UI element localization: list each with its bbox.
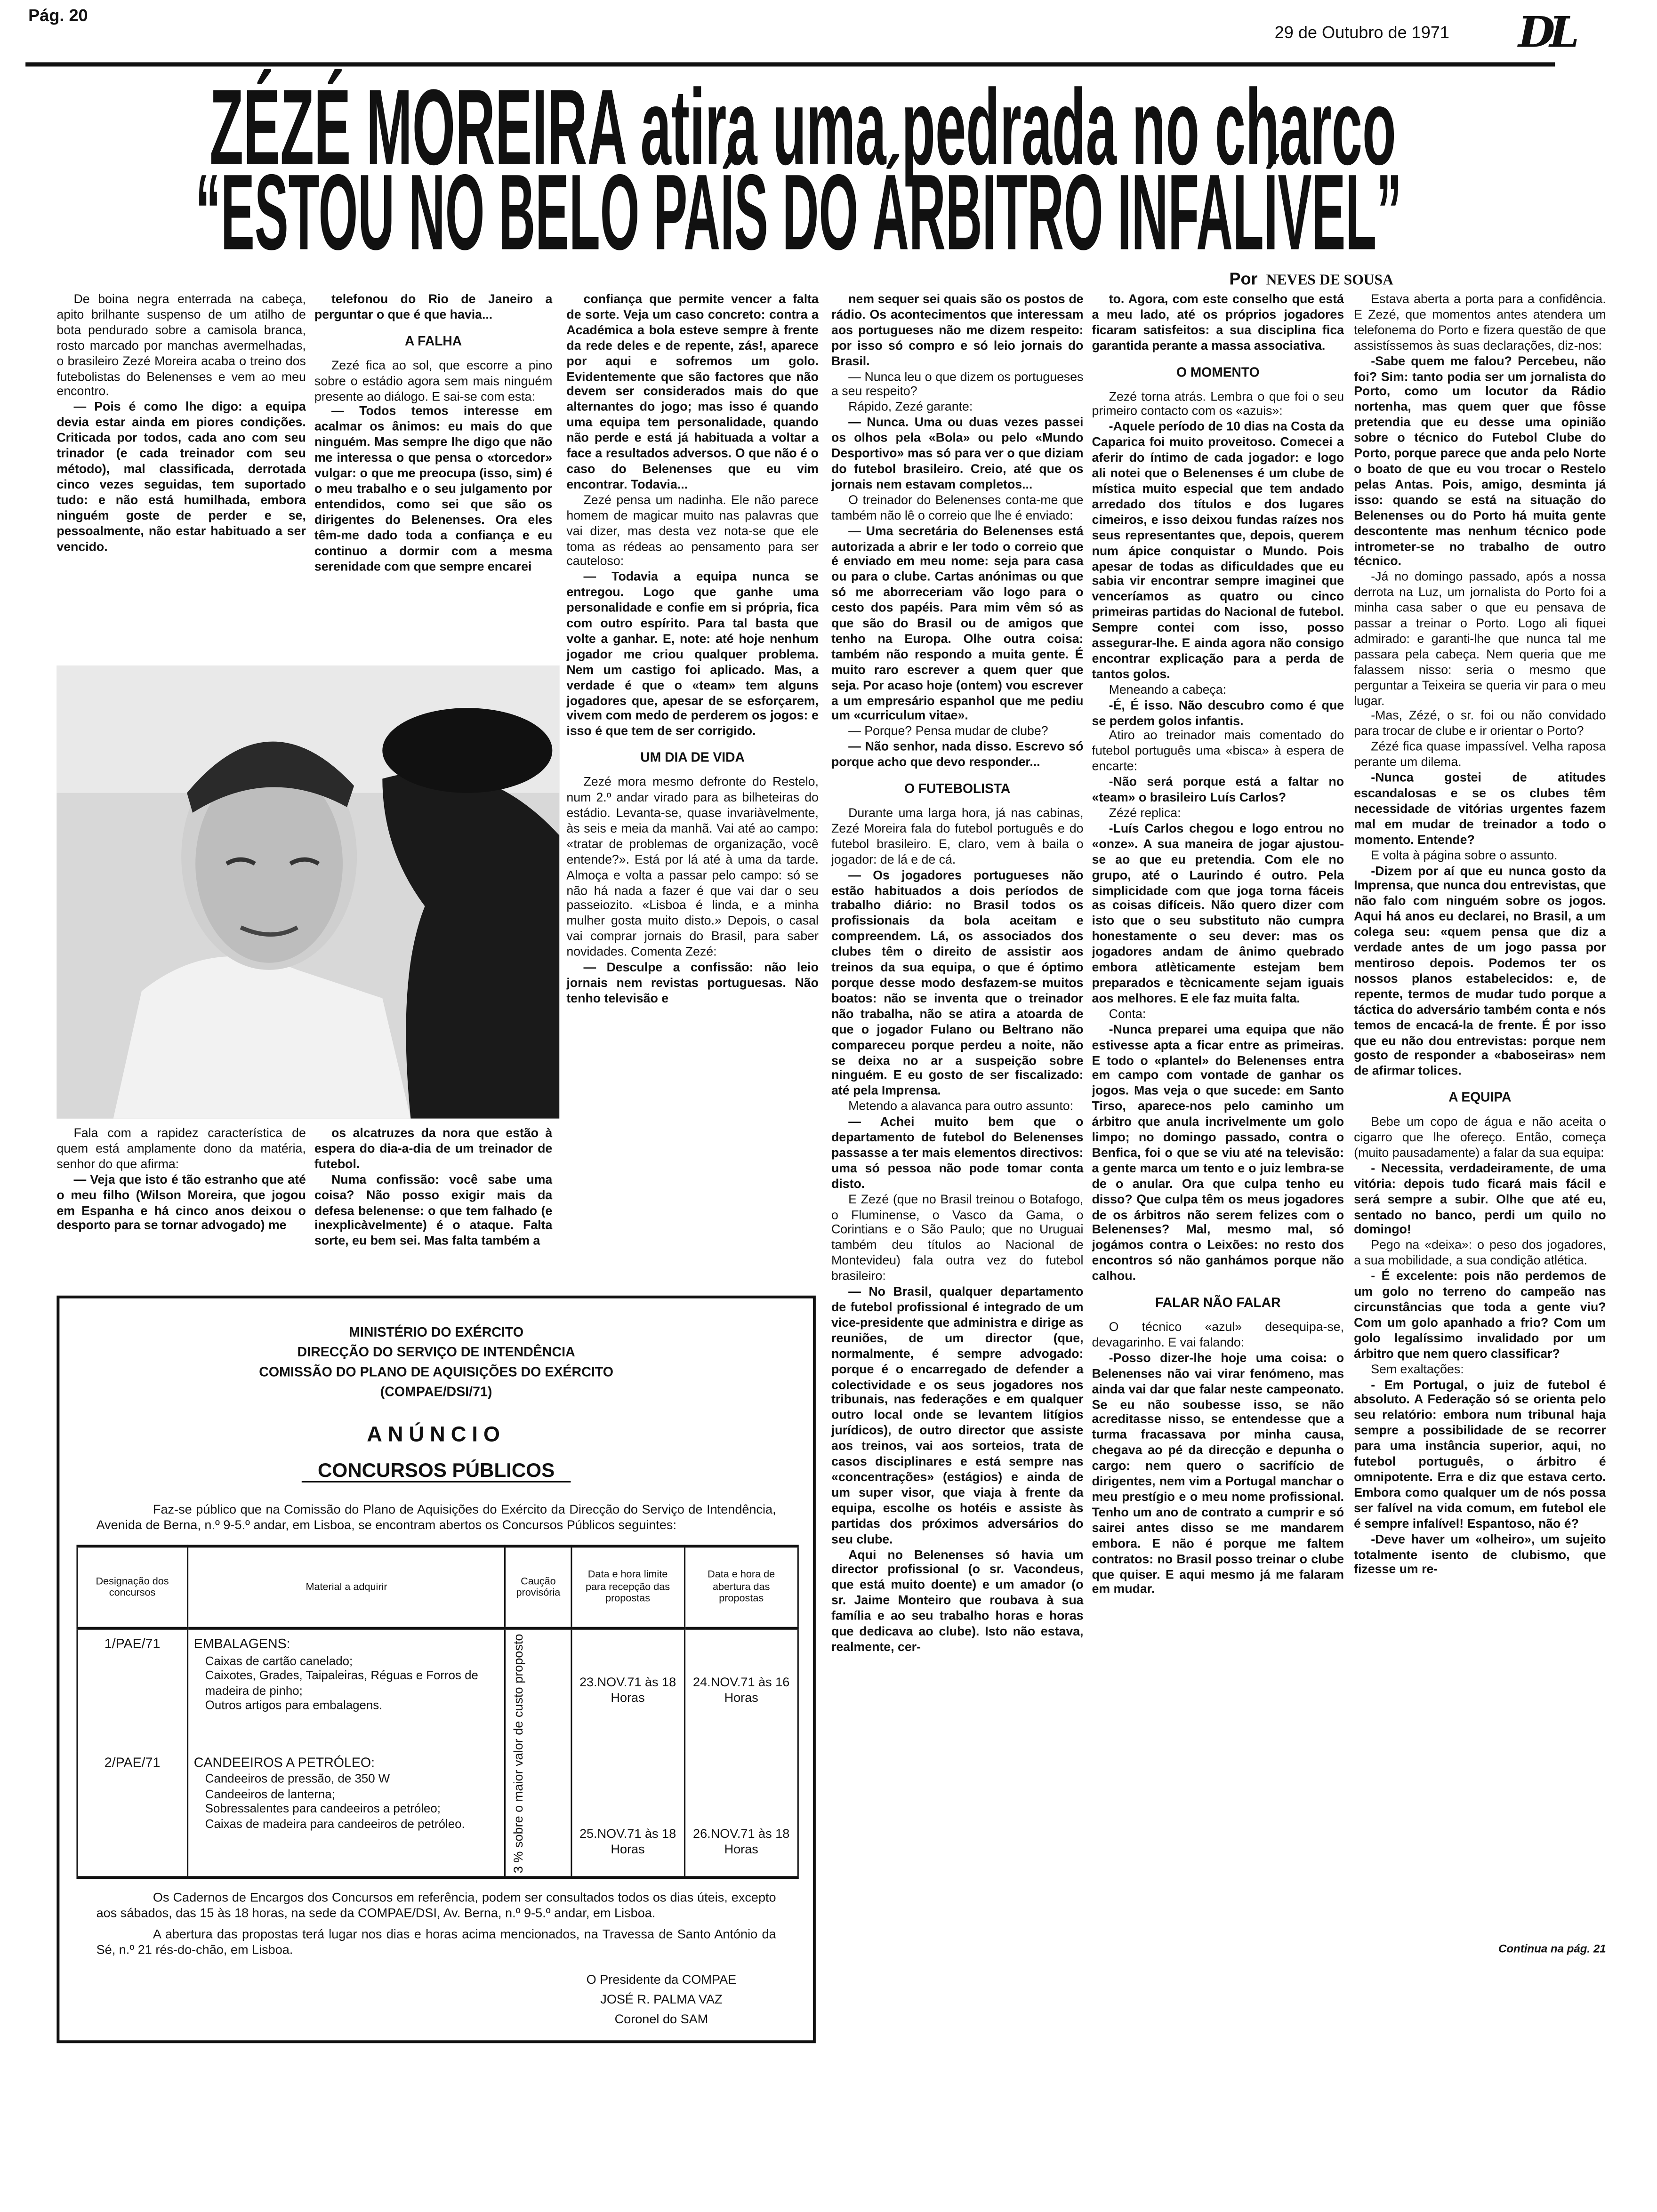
headline-line-2: “ESTOU NO BELO PAÍS DO ÁRBITRO INFALÍVEL” bbox=[195, 152, 1402, 273]
ad-subtitle: CONCURSOS PÚBLICOS bbox=[302, 1459, 571, 1483]
article-paragraph: Zézé fica quase impassível. Velha raposa perante um dilema. bbox=[1354, 739, 1606, 769]
article-paragraph: -Aquele período de 10 dias na Costa da Caparica foi muito proveitoso. Comecei a aferir do íntimo de cada jogador: e logo ali notei que o Belenenses é um clube de mística muito especial que tem andado arredado dos títulos e dos lugares cimeiros, e isso deixou fundas raízes nos seus representantes que, depois, querem num ápice conquistar o Mundo. Pois apesar de todas as dificuldades que eu sabia vir encontrar sempre imaginei que venceríamos as quatro ou cinco primeiras partidas do Nacional de futebol. Sempre contei com isso, posso assegurar-lhe. E ainda agora não consigo encontrar explicação para a perda de tantos golos. bbox=[1092, 419, 1344, 681]
tender-id: 2/PAE/71 bbox=[77, 1751, 187, 1877]
ad-title: ANÚNCIO bbox=[367, 1423, 506, 1447]
article-column-5 bbox=[1092, 292, 1344, 1968]
public-tender-advertisement bbox=[56, 1296, 816, 2043]
headline-line-1: ZÉZÉ MOREIRA atira uma pedrada no charco bbox=[209, 68, 1396, 189]
article-paragraph: — Porque? Pensa mudar de clube? bbox=[848, 724, 1048, 738]
article-column-3 bbox=[566, 292, 819, 1283]
tender-limit: 23.NOV.71 às 18 Horas bbox=[571, 1628, 684, 1751]
article-paragraph: confiança que permite vencer a falta de sorte. Veja um caso concreto: contra a Académica a bola esteve sempre à frente da rede deles e de repente, zás!, aparece por aqui e sofremos um golo. Evidentemente que são factores que não devem ser considerados mais do que alternantes do jogo; mas isso é quando uma equipa tem personalidade, quando não perde e está já habituada a voltar a face a resultados adversos. O que não é o caso do Belenenses que eu vim encontrar. Todavia... bbox=[566, 291, 819, 491]
article-column-2 bbox=[314, 292, 552, 663]
article-paragraph: Aqui no Belenenses só havia um director profissional (o sr. Vacondeus, que está muito doente) e um amador (o sr. Jaime Monteiro que roubava à sua família e ao seu trabalho horas e horas que dedicava ao clube). Isto não estava, realmente, cer- bbox=[831, 1547, 1084, 1654]
article-paragraph: - Necessita, verdadeiramente, de uma vitória: depois tudo ficará mais fácil e será sempre a subir. Olhe que até eu, sentado no banco, perdi um quilo no domingo! bbox=[1354, 1161, 1606, 1237]
article-paragraph: O treinador do Belenenses conta-me que também não lê o correio que lhe é enviado: bbox=[831, 492, 1084, 522]
page-number: Pág. 20 bbox=[28, 6, 88, 26]
article-paragraph: Estava aberta a porta para a confidência. E Zezé, que momentos antes atendera um telefonema do Porto e fizera questão de que assistíssemos às suas declarações, diz-nos: bbox=[1354, 291, 1606, 353]
tender-item: Candeeiros de pressão, de 350 W bbox=[205, 1771, 390, 1786]
article-paragraph: nem sequer sei quais são os postos de rádio. Os acontecimentos que interessam aos portugueses não me dizem respeito: por isso só compro e só leio jornais do Brasil. bbox=[831, 291, 1084, 368]
ad-intro: Faz-se público que na Comissão do Plano de Aquisições do Exército da Direcção do Serviço de Intendência, Avenida de Berna, n.º 9-5.º andar, em Lisboa, se encontram abertos os Concursos Públicos seguintes: bbox=[96, 1502, 776, 1532]
article-paragraph: -É, É isso. Não descubro como é que se perdem golos infantis. bbox=[1092, 697, 1344, 728]
article-paragraph: -Dizem por aí que eu nunca gosto da Imprensa, que nunca dou entrevistas, que não falo com ninguém sobre os jogos. Aqui há anos eu declarei, no Brasil, a um colega seu: «quem pensa que diz a verdade antes de um jogo passa por mentiroso depois. Podemos ter os nossos planos estabelecidos: e, de repente, termos de mudar tudo porque a táctica do adversário também conta e nós temos de encacá-la de frente. É por isso que eu não dou entrevistas: porque nem gosto de responder a «baboseiras» nem de afirmar tolices. bbox=[1354, 863, 1606, 1078]
table-row bbox=[77, 1628, 798, 1751]
article-paragraph: -Não será porque está a faltar no «team» o brasileiro Luís Carlos? bbox=[1092, 775, 1344, 805]
byline bbox=[1229, 269, 1393, 289]
article-paragraph: Metendo a alavanca para outro assunto: bbox=[848, 1099, 1074, 1114]
article-paragraph: to. Agora, com este conselho que está a meu lado, até os próprios jogadores ficaram satisfeitos: a sua disciplina fica garantida perante a massa associativa. bbox=[1092, 291, 1344, 353]
tender-opening: 26.NOV.71 às 18 Horas bbox=[684, 1751, 798, 1877]
tender-category: EMBALAGENS: bbox=[193, 1636, 290, 1652]
article-paragraph: Conta: bbox=[1109, 1006, 1146, 1021]
article-paragraph: -Posso dizer-lhe hoje uma coisa: o Belenenses não vai virar fenómeno, mas ainda vai dar que falar neste campeonato. Se eu não soubesse isso, se não acreditasse nisso, se entendesse que a turma fracassava por minha causa, chegava ao pé da direcção e depunha o cargo: nem quero o sacrifício de dirigentes, nem vim a Portugal manchar o meu prestígio e o meu nome profissional. Tenho um ano de contrato a cumprir e só sairei antes disso se me mandarem embora. E não é porque me faltem contratos: no Brasil posso treinar o clube que quiser. E aqui mesmo já me falaram em mudar. bbox=[1092, 1350, 1344, 1596]
th-designation: Designação dos concursos bbox=[77, 1546, 187, 1628]
issue-date: 29 de Outubro de 1971 bbox=[1274, 23, 1450, 43]
article-paragraph: — Desculpe a confissão: não leio jornais nem revistas portuguesas. Não tenho televisão e bbox=[566, 960, 819, 1005]
article-paragraph: Pego na «deixa»: o peso dos jogadores, a sua mobilidade, a sua condição atlética. bbox=[1354, 1238, 1606, 1268]
article-paragraph: — Achei muito bem que o departamento de futebol do Belenenses passasse a ter mais elementos directivos: uma só pessoa não pode tomar conta disto. bbox=[831, 1114, 1084, 1191]
tender-category: CANDEEIROS A PETRÓLEO: bbox=[193, 1755, 375, 1771]
tender-item: Caixotes, Grades, Taipaleiras, Réguas e Forros de madeira de pinho; bbox=[205, 1668, 478, 1697]
photo-zeze-moreira bbox=[56, 665, 559, 1119]
tender-item: Outros artigos para embalagens. bbox=[205, 1698, 383, 1712]
article-column-1-lower bbox=[56, 1126, 306, 1284]
table-row bbox=[77, 1751, 798, 1877]
article-paragraph: os alcatruzes da nora que estão à espera do dia-a-dia de um treinador de futebol. bbox=[314, 1125, 553, 1171]
article-column-4 bbox=[831, 292, 1084, 1968]
th-material: Material a adquirir bbox=[187, 1546, 506, 1628]
th-caucao: Caução provisória bbox=[506, 1546, 571, 1628]
tender-table bbox=[76, 1545, 798, 1879]
article-paragraph: -Deve haver um «olheiro», um sujeito totalmente isento de clubismo, que fizesse um re- bbox=[1354, 1531, 1606, 1577]
tender-item: Candeeiros de lanterna; bbox=[205, 1786, 335, 1801]
article-paragraph: Numa confissão: você sabe uma coisa? Não posso exigir mais da defesa belenense: o que tem falhado (e inexplicàvelmente) é o ataque. Falta sorte, eu bem sei. Mas falta também a bbox=[314, 1172, 553, 1248]
article-paragraph: Durante uma larga hora, já nas cabinas, Zezé Moreira fala do futebol português e do futebol brasileiro. E, claro, vem à baila o jogador: de lá e de cá. bbox=[831, 805, 1084, 866]
article-paragraph: — Todos temos interesse em acalmar os ânimos: eu mais do que ninguém. Mas sempre lhe digo que não me interessa o que pensa o «torcedor» vulgar: o que me preocupa (isso, sim) é o meu trabalho e o seu julgamento por entendidos, como sei que são os dirigentes do Belenenses. Ora eles têm-me dado toda a confiança e eu continuo a dormir com a mesma serenidade com que sempre encarei bbox=[314, 404, 553, 573]
article-paragraph: Zezé mora mesmo defronte do Restelo, num 2.º andar virado para as bilheteiras do estádio. Levanta-se, quase invariàvelmente, às seis e meia da manhã. Vai até ao campo: «tratar de problemas de organização, você entende?». Está por lá até à uma da tarde. Almoça e volta a passar pelo campo: só se não há nada a fazer é que vai dar o seu passeiozito. «Lisboa é linda, e a minha mulher gosta muito disto.» Depois, o casal vai comprar jornais do Brasil, para saber novidades. Comenta Zezé: bbox=[566, 775, 819, 959]
article-paragraph: Zezé fica ao sol, que escorre a pino sobre o estádio agora sem mais ninguém presente ao diálogo. E sai-se com esta: bbox=[314, 358, 553, 403]
byline-prefix: Por bbox=[1229, 269, 1258, 289]
section-heading: O MOMENTO bbox=[1176, 363, 1260, 379]
section-heading: FALAR NÃO FALAR bbox=[1155, 1294, 1281, 1310]
tender-item: Caixas de madeira para candeeiros de petróleo. bbox=[205, 1816, 465, 1830]
ad-signature-name: JOSÉ R. PALMA VAZ bbox=[600, 1992, 723, 2007]
article-paragraph: Sem exaltações: bbox=[1371, 1362, 1464, 1376]
article-paragraph: — Uma secretária do Belenenses está autorizada a abrir e ler todo o correio que é enviado em meu nome: seja para casa ou para o clube. Cartas anónimas ou que só me aborreceriam vão logo para o cesto dos papéis. Para mim vêm só as que são do Brasil ou de amigos que tenho na Europa. Olhe outra coisa: também não respondo a muita gente. É muito raro escrever a quem quer que seja. Por acaso hoje (ontem) vou escrever a um empresário espanhol que me pediu um «curriculum vitae». bbox=[831, 523, 1084, 723]
article-column-6 bbox=[1354, 292, 1606, 1933]
article-paragraph: - É excelente: pois não perdemos de um golo no terreno do campeão nas circunstâncias que toda a gente viu? Com um golo apanhado a frio? Com um golo legalíssimo invalidado por um árbitro que nem quero classificar? bbox=[1354, 1269, 1606, 1361]
tender-caucao: 3 % sobre o maior valor de custo proposto bbox=[512, 1633, 526, 1873]
article-paragraph: -Nunca gostei de atitudes escandalosas e se os clubes têm necessidade de vitórias urgentes fazem mal em mudar de treinador a todo o momento. Entende? bbox=[1354, 770, 1606, 847]
article-paragraph: — Veja que isto é tão estranho que até o meu filho (Wilson Moreira, que jogou em Espanha e há cinco anos deixou o desporto para se tornar advogado) me bbox=[56, 1172, 306, 1233]
ad-signature bbox=[555, 1970, 767, 2029]
newspaper-logo: DL bbox=[1518, 8, 1574, 58]
article-paragraph: E Zezé (que no Brasil treinou o Botafogo, o Fluminense, o Vasco da Gama, o Corintians e o São Paulo; que no Uruguai também deu títulos ao Nacional de Montevideu) fala outra vez do futebol brasileiro: bbox=[831, 1192, 1084, 1283]
article-paragraph: E volta à página sobre o assunto. bbox=[1371, 847, 1558, 862]
byline-author: NEVES DE SOUSA bbox=[1266, 273, 1394, 289]
section-heading: O FUTEBOLISTA bbox=[904, 780, 1011, 796]
article-paragraph: — Pois é como lhe digo: a equipa devia estar ainda em piores condições. Criticada por todos, cada ano com seu trinador (e cada treinador com seu método), mal classificada, derrotada cinco vezes seguidas, tem suportado tudo: e não está humilhada, embora ninguém goste de perder e se, pessoalmente, não estar habituado a ser vencido. bbox=[56, 400, 306, 553]
article-paragraph: Fala com a rapidez característica de quem está amplamente dono da matéria, senhor do que afirma: bbox=[56, 1125, 306, 1171]
article-paragraph: -Já no domingo passado, após a nossa derrota na Luz, um jornalista do Porto foi a minha casa saber o que eu pensava de passar a treinar o Porto. Logo ali fiquei admirado: e garanti-lhe que nunca tal me passara pela cabeça. Nem queria que me falassem nisso: seria o mesmo que perguntar a Teixeira se queria vir para o meu lugar. bbox=[1354, 569, 1606, 707]
article-paragraph: -Luís Carlos chegou e logo entrou no «onze». A sua maneira de jogar ajustou-se ao que eu pretendia. Com ele no grupo, até o Laurindo é outro. Pela simplicidade com que joga torna fáceis as coisas difíceis. Não quero dizer com isto que o seu substituto não cumpra honestamente o seu dever: mas os jogadores andam de ânimo quebrado embora atlèticamente estejam bem preparados e tècnicamente sejam iguais aos melhores. E ele faz muita falta. bbox=[1092, 821, 1344, 1005]
section-heading: UM DIA DE VIDA bbox=[640, 749, 745, 765]
article-paragraph: Rápido, Zezé garante: bbox=[848, 400, 973, 414]
article-paragraph: Meneando a cabeça: bbox=[1109, 682, 1227, 697]
article-paragraph: Atiro ao treinador mais comentado do futebol português uma «bisca» à espera de encarte: bbox=[1092, 728, 1344, 774]
article-paragraph: Zezé pensa um nadinha. Ele não parece homem de magicar muito nas palavras que vai dizer, mas desta vez nota-se que ele toma as rédeas ao pensamento para ser cauteloso: bbox=[566, 492, 819, 569]
article-column-2-lower bbox=[314, 1126, 552, 1284]
article-paragraph: — Os jogadores portugueses não estão habituados a dois períodos de trabalho diário: no Brasil todos os profissionais da bola aceitam e compreendem. Lá, os associados dos clubes têm o direito de assistir aos treinos da sua equipa, o que é óptimo porque desse modo desfazem-se muitos boatos: não se inventa que o treinador não trabalha, não se atira a atoarda de que o jogador Fulano ou Beltrano não compareceu porque perdeu a noite, não se deixa no ar a suspeição sobre ninguém. E eu gosto de ser fiscalizado: até pela Imprensa. bbox=[831, 867, 1084, 1098]
ad-closing-1: Os Cadernos de Encargos dos Concursos em referência, podem ser consultados todos os dias úteis, excepto aos sábados, das 15 às 18 horas, na sede da COMPAE/DSI, Av. Berna, n.º 9-5.º andar, em Lisboa. bbox=[96, 1890, 776, 1920]
tender-limit: 25.NOV.71 às 18 Horas bbox=[571, 1751, 684, 1877]
th-limit: Data e hora limite para recepção das propostas bbox=[571, 1546, 684, 1628]
ad-signature-title: O Presidente da COMPAE bbox=[586, 1972, 737, 1987]
section-heading: A EQUIPA bbox=[1448, 1089, 1512, 1105]
article-paragraph: telefonou do Rio de Janeiro a perguntar o que é que havia... bbox=[314, 291, 553, 321]
article-paragraph: De boina negra enterrada na cabeça, apito brilhante suspenso de um atilho de bota pendurado sobre a camisola branca, rosto marcado por manchas avermelhadas, o brasileiro Zezé Moreira acaba o treino dos futebolistas do Belenenses e vem ao meu encontro. bbox=[56, 291, 306, 399]
tender-item: Sobressalentes para candeeiros a petróleo; bbox=[205, 1801, 441, 1816]
article-paragraph: Bebe um copo de água e não aceita o cigarro que lhe ofereço. Então, começa (muito pausadamente) a falar da sua equipa: bbox=[1354, 1114, 1606, 1160]
article-paragraph: — Nunca leu o que dizem os portugueses a seu respeito? bbox=[831, 369, 1084, 399]
ad-closing-2: A abertura das propostas terá lugar nos dias e horas acima mencionados, na Travessa de Santo António da Sé, n.º 21 rés-do-chão, em Lisboa. bbox=[96, 1927, 776, 1957]
article-paragraph: - Em Portugal, o juiz de futebol é absoluto. A Federação só se orienta pelo seu relatório: embora num tribunal haja sempre a possibilidade de se recorrer para uma instância superior, aqui, no futebol português, o árbitro é omnipotente. Erra e diz que estava certo. Embora como qualquer um de nós possa ser falível na vida comum, em futebol ele é sempre infalível! Espantoso, não é? bbox=[1354, 1377, 1606, 1531]
article-column-1 bbox=[56, 292, 306, 663]
ad-org-ministry: MINISTÉRIO DO EXÉRCITO bbox=[349, 1325, 524, 1341]
header-rule bbox=[25, 62, 1555, 66]
article-paragraph: O técnico «azul» desequipa-se, devagarinho. E vai falando: bbox=[1092, 1319, 1344, 1349]
th-opening: Data e hora de abertura das propostas bbox=[684, 1546, 798, 1628]
article-paragraph: — Todavia a equipa nunca se entregou. Logo que ganhe uma personalidade e confie em si própria, fica com outro espírito. Para tal basta que volte a ganhar. E, note: até hoje nenhum jogador me criou qualquer problema. Nem um castigo foi aplicado. Mas, a verdade é que o «team» tem alguns jogadores que, apesar de se esforçarem, vivem com medo de perderem os jogos: e isso é que tem de ser corrigido. bbox=[566, 569, 819, 738]
tender-opening: 24.NOV.71 às 16 Horas bbox=[684, 1628, 798, 1751]
section-heading: A FALHA bbox=[405, 332, 462, 348]
article-paragraph: — Não senhor, nada disso. Escrevo só porque acho que devo responder... bbox=[831, 739, 1084, 769]
ad-org-code: (COMPAE/DSI/71) bbox=[380, 1385, 492, 1401]
article-paragraph: -Sabe quem me falou? Percebeu, não foi? Sim: tanto podia ser um jornalista do Porto, como um locutor da Rádio nortenha, mas quem quer que fôsse pretendia que eu desse uma opinião sobre o técnico do Futebol Clube do Porto, porque parece que anda pelo Norte o boato de que eu vou trocar o Restelo pelas Antas. Pois, amigo, desminta já isso: quando se está na situação do Belenenses ou do Porto há muita gente descontente mas nenhum técnico pode intrometer-se no trabalho de outro técnico. bbox=[1354, 353, 1606, 569]
article-paragraph: — Nunca. Uma ou duas vezes passei os olhos pela «Bola» ou pelo «Mundo Desportivo» mas só para ver o que diziam do futebol brasileiro. Creio, até que os jornais nem estavam completos... bbox=[831, 415, 1084, 491]
continued-note: Continua na pág. 21 bbox=[1498, 1942, 1606, 1956]
tender-item: Caixas de cartão canelado; bbox=[205, 1653, 353, 1667]
ad-signature-rank: Coronel do SAM bbox=[614, 2012, 708, 2027]
article-paragraph: -Nunca preparei uma equipa que não estivesse apta a ficar entre as primeiras. E todo o «plantel» do Belenenses entra em campo com vontade de ganhar os jogos. Mas veja o que sucede: em Santo Tirso, aparece-nos pelo caminho um árbitro que anula incrivelmente um golo limpo; no domingo passado, contra o Benfica, foi o que se viu até na televisão: a gente marca um tento e o juiz lembra-se de o anular. Ora que culpa tenho eu disso? Que culpa têm os meus jogadores de os árbitros não serem felizes com o Belenenses? Mal, mesmo mal, só jogámos contra o Leixões: no resto dos encontros só não ganhámos porque não calhou. bbox=[1092, 1022, 1344, 1283]
article-paragraph: Zézé replica: bbox=[1109, 805, 1181, 820]
article-paragraph: -Mas, Zézé, o sr. foi ou não convidado para trocar de clube e ir orientar o Porto? bbox=[1354, 708, 1606, 738]
ad-org-commission: COMISSÃO DO PLANO DE AQUISIÇÕES DO EXÉRCITO bbox=[259, 1365, 613, 1381]
tender-id: 1/PAE/71 bbox=[77, 1628, 187, 1751]
article-paragraph: — No Brasil, qualquer departamento de futebol profissional é integrado de um vice-presidente que administra e dirige as reuniões, de um director (que, normalmente, é sempre advogado: porque é o encarregado de defender a colectividade e os seus jogadores nos tribunais, nas federações e em qualquer outro local onde se levantem litígios jurídicos), de outro director que assiste aos treinos, vai aos sorteios, trata de casos disciplinares e está sempre nas «concentrações» (estágios) e ainda de um super visor, que viaja à frente da equipa, escolhe os hotéis e assiste às partidas dos próximos adversários do seu clube. bbox=[831, 1284, 1084, 1546]
ad-org-directorate: DIRECÇÃO DO SERVIÇO DE INTENDÊNCIA bbox=[297, 1345, 575, 1361]
article-paragraph: Zezé torna atrás. Lembra o que foi o seu primeiro contacto com os «azuis»: bbox=[1092, 388, 1344, 418]
